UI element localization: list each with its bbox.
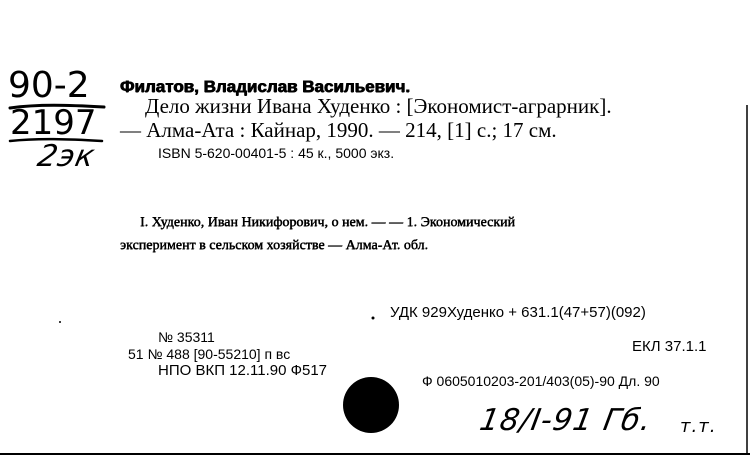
entry-author: Филатов, Владислав Васильевич. bbox=[120, 77, 411, 96]
subject-line-1: I. Худенко, Иван Никифорович, о нем. — — 1. Экономический bbox=[140, 215, 516, 230]
ph-code: Ф 0605010203-201/403(05)-90 Дл. 90 bbox=[422, 373, 660, 389]
punch-hole bbox=[341, 375, 401, 435]
handwritten-date: 18/I-91 Гб. bbox=[477, 403, 655, 438]
call-number-bottom: 2197 bbox=[10, 103, 97, 143]
record-line-3: НПО ВКП 12.11.90 Ф517 bbox=[158, 362, 328, 379]
bottom-edge bbox=[0, 452, 750, 456]
record-line-2: 51 № 488 [90-55210] п вс bbox=[128, 346, 291, 362]
record-number: № 35311 bbox=[158, 329, 215, 345]
handwritten-initials: т.т. bbox=[680, 416, 717, 437]
entry-isbn: ISBN 5-620-00401-5 : 45 к., 5000 экз. bbox=[158, 145, 395, 161]
call-number-mark: 2эк bbox=[34, 139, 99, 174]
entry-imprint: — Алма-Ата : Кайнар, 1990. — 214, [1] с.; 17 см. bbox=[120, 118, 557, 142]
entry-title: Дело жизни Ивана Худенко : [Экономист-аграрник]. bbox=[145, 94, 612, 118]
subject-line-2: эксперимент в сельском хозяйстве — Алма-Ат. обл. bbox=[120, 238, 429, 253]
call-number-top: 90-2 bbox=[8, 65, 90, 106]
udk-code: УДК 929Худенко + 631.1(47+57)(092) bbox=[390, 304, 646, 321]
ekl-code: ЕКЛ 37.1.1 bbox=[632, 338, 707, 355]
